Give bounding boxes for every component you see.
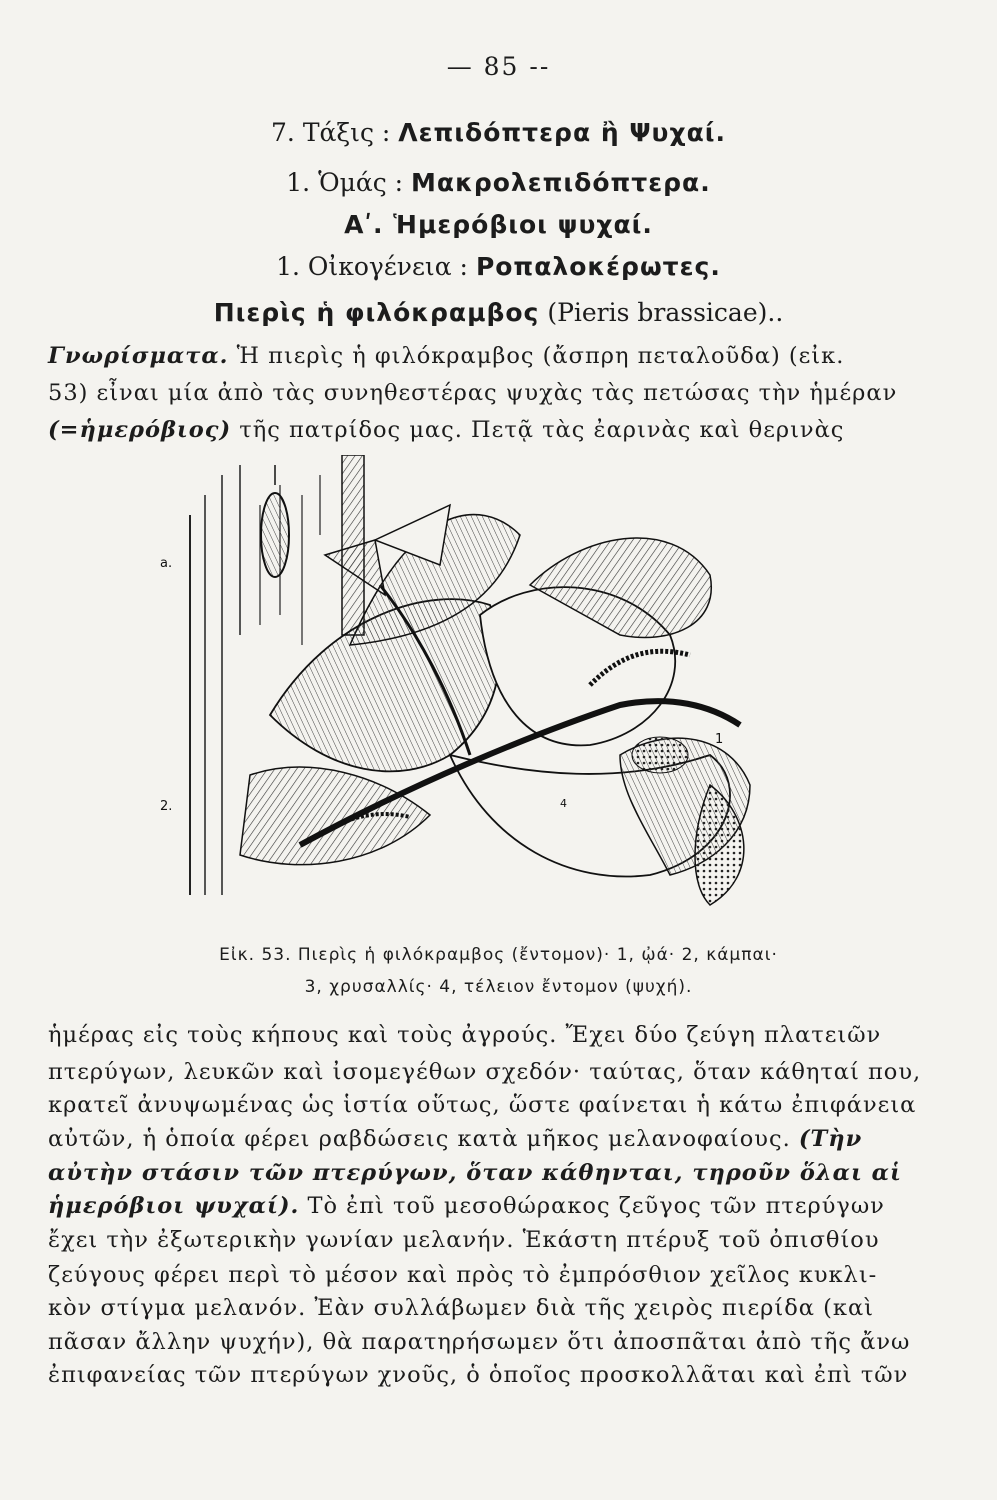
species-name: Πιερὶς ἡ φιλόκραμβος <box>213 298 540 327</box>
page-number: — 85 -- <box>446 52 551 81</box>
para1-line3-text: τῆς πατρίδος μας. Πετᾷ τὰς ἐαρινὰς καὶ θερινὰς <box>231 417 845 443</box>
egg-cluster <box>632 737 688 773</box>
chrysalis <box>261 465 289 577</box>
heading-order <box>0 118 997 147</box>
heading-species <box>0 298 997 327</box>
para2-line4-text: αὐτῶν, ἡ ὁποία φέρει ραβδώσεις κατὰ μῆκος μελανοφαίους. <box>48 1126 799 1152</box>
para2-line10: πᾶσαν ἄλλην ψυχήν), θὰ παρατηρήσωμεν ὅτι ἀποσπᾶται ἀπὸ τῆς ἄνω <box>48 1329 911 1355</box>
para2-line4-em: (Τὴν <box>798 1126 863 1152</box>
species-latin: (Pieris brassicae).. <box>539 298 784 327</box>
caption-line2: 3, χρυσαλλίς· 4, τέλειον ἔντομον (ψυχή). <box>304 977 693 997</box>
label-1: 1 <box>715 732 724 747</box>
heading-section <box>0 210 997 239</box>
para2-line7: ἔχει τὴν ἐξωτερικὴν γωνίαν μελανήν. Ἑκάστη πτέρυξ τοῦ ὀπισθίου <box>48 1227 880 1253</box>
para1-line3 <box>48 417 928 443</box>
caption-line1: Εἰκ. 53. Πιερὶς ἡ φιλόκραμβος (ἔντομον)· 1, ᾠά· 2, κάμπαι· <box>219 945 778 965</box>
para2-line9: κὸν στίγμα μελανόν. Ἐὰν συλλάβωμεν διὰ τῆς χειρὸς πιερίδα (καὶ <box>48 1295 874 1321</box>
para2-line2: πτερύγων, λευκῶν καὶ ἰσομεγέθων σχεδόν· ταύτας, ὅταν κάθηταί που, <box>48 1059 922 1085</box>
family-name: Ροπαλοκέρωτες. <box>475 252 721 281</box>
para1-line1 <box>48 343 928 369</box>
heading-family <box>0 252 997 281</box>
para2-line1: ἡμέρας εἰς τοὺς κήπους καὶ τοὺς ἀγρούς. Ἔχει δύο ζεύγη πλατειῶν <box>48 1022 882 1048</box>
order-name: Λεπιδόπτερα ἢ Ψυχαί. <box>398 118 726 147</box>
para2-line8: ζεύγους φέρει περὶ τὸ μέσον καὶ πρὸς τὸ ἐμπρόσθιον χεῖλος κυκλι- <box>48 1262 878 1288</box>
para2-line6-em: ἡμερόβιοι ψυχαί). <box>48 1193 300 1219</box>
section-name: Αʹ. Ἡμερόβιοι ψυχαί. <box>344 210 653 239</box>
group-label: 1. Ὁμάς : <box>286 168 412 197</box>
label-2: 2. <box>160 799 173 814</box>
cabbage-leaves <box>240 515 750 905</box>
label-a: a. <box>160 556 173 571</box>
para1-line1-text: Ἡ πιερὶς ἡ φιλόκραμβος (ἄσπρη πεταλοῦδα) (εἰκ. <box>228 343 845 369</box>
para2-line4 <box>48 1126 928 1152</box>
para1-line2: 53) εἶναι μία ἀπὸ τὰς συνηθεστέρας ψυχὰς τὰς πετώσας τὴν ἡμέραν <box>48 380 898 406</box>
para1-em: (=ἡμερόβιος) <box>48 417 232 443</box>
para1-lead: Γνωρίσματα. <box>48 343 229 369</box>
para2-line3: κρατεῖ ἀνυψωμένας ὡς ἱστία οὕτως, ὥστε φαίνεται ἡ κάτω ἐπιφάνεια <box>48 1092 917 1118</box>
figure-illustration <box>150 455 870 925</box>
label-4: 4 <box>560 797 567 810</box>
para2-line5: αὐτὴν στάσιν τῶν πτερύγων, ὅταν κάθηνται, τηροῦν ὅλαι αἱ <box>48 1160 902 1186</box>
para2-line11: ἐπιφανείας τῶν πτερύγων χνοῦς, ὁ ὁποῖος προσκολλᾶται καὶ ἐπὶ τῶν <box>48 1362 909 1388</box>
para2-line6-text: Τὸ ἐπὶ τοῦ μεσοθώρακος ζεῦγος τῶν πτερύγων <box>299 1193 885 1219</box>
para2-line6 <box>48 1193 928 1219</box>
family-label: 1. Οἰκογένεια : <box>276 252 476 281</box>
group-name: Μακρολεπιδόπτερα. <box>411 168 711 197</box>
order-label: 7. Τάξις : <box>271 118 399 147</box>
heading-group <box>0 168 997 197</box>
